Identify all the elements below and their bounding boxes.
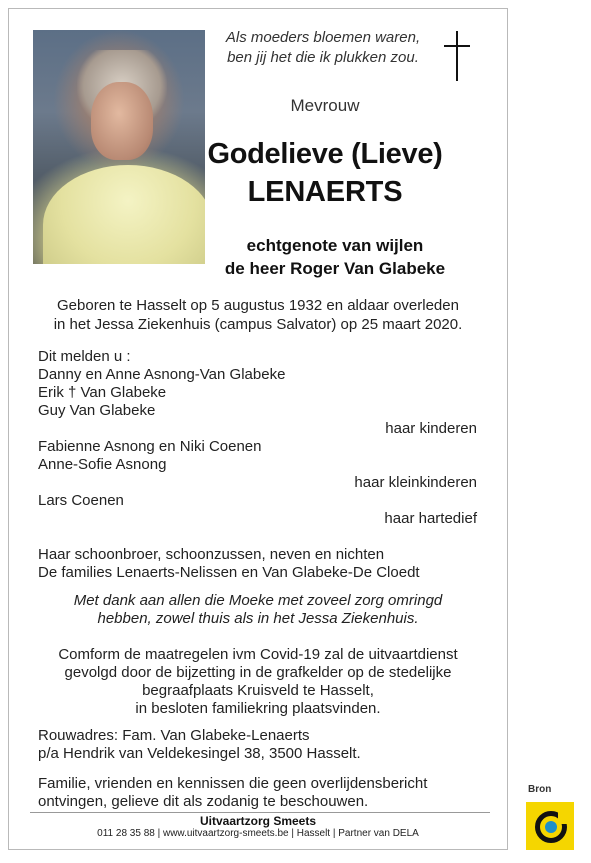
footer-divider — [30, 812, 490, 813]
grandchildren-label: haar kleinkinderen — [354, 474, 477, 491]
spouse-info: echtgenote van wijlen de heer Roger Van Glabeke — [224, 236, 446, 278]
cross-icon-bar — [444, 45, 470, 47]
funeral-home-contact: 011 28 35 88 | www.uitvaartzorg-smeets.be | Hasselt | Partner van DELA — [97, 828, 419, 839]
grandchild-2: Anne-Sofie Asnong — [38, 456, 167, 473]
address-line-2: p/a Hendrik van Veldekesingel 38, 3500 Hasselt. — [38, 745, 361, 762]
notice-line-2: ontvingen, gelieve dit als zodanig te beschouwen. — [38, 793, 369, 810]
birth-death-line-2: in het Jessa Ziekenhuis (campus Salvator) op 25 maart 2020. — [53, 316, 463, 333]
source-logo-icon[interactable] — [526, 802, 574, 850]
children-label: haar kinderen — [385, 420, 477, 437]
birth-death-line-1: Geboren te Hasselt op 5 augustus 1932 en aldaar overleden — [57, 297, 459, 314]
honorific: Mevrouw — [290, 96, 360, 115]
grandchild-1: Fabienne Asnong en Niki Coenen — [38, 438, 262, 455]
memorial-quote: Als moeders bloemen waren, ben jij het die ik plukken zou. — [225, 29, 421, 66]
thanks-line-2: hebben, zowel thuis als in het Jessa Ziekenhuis. — [97, 610, 419, 627]
covid-line-2: gevolgd door de bijzetting in de grafkelder op de stedelijke — [64, 664, 452, 681]
child-3: Guy Van Glabeke — [38, 402, 156, 419]
family-line-1: Haar schoonbroer, schoonzussen, neven en nichten — [38, 546, 385, 563]
great-grandchild-label: haar hartedief — [384, 510, 477, 527]
covid-line-4: in besloten familiekring plaatsvinden. — [135, 700, 381, 717]
funeral-home-name: Uitvaartzorg Smeets — [199, 814, 317, 828]
covid-line-3: begraafplaats Kruisveld te Hasselt, — [142, 682, 374, 699]
notice-line-1: Familie, vrienden en kennissen die geen overlijdensbericht — [38, 775, 428, 792]
thanks-line-1: Met dank aan allen die Moeke met zoveel zorg omringd — [73, 592, 443, 609]
child-2: Erik † Van Glabeke — [38, 384, 167, 401]
family-line-2: De families Lenaerts-Nelissen en Van Glabeke-De Cloedt — [38, 564, 420, 581]
announce-text: Dit melden u : — [38, 348, 131, 365]
deceased-name: Godelieve (Lieve) — [207, 138, 443, 170]
cross-icon — [456, 31, 458, 81]
child-1: Danny en Anne Asnong-Van Glabeke — [38, 366, 286, 383]
source-label: Bron — [528, 784, 552, 795]
covid-line-1: Comform de maatregelen ivm Covid-19 zal de uitvaartdienst — [58, 646, 458, 663]
address-line-1: Rouwadres: Fam. Van Glabeke-Lenaerts — [38, 727, 310, 744]
great-grandchild: Lars Coenen — [38, 492, 124, 509]
deceased-surname: LENAERTS — [247, 176, 403, 208]
